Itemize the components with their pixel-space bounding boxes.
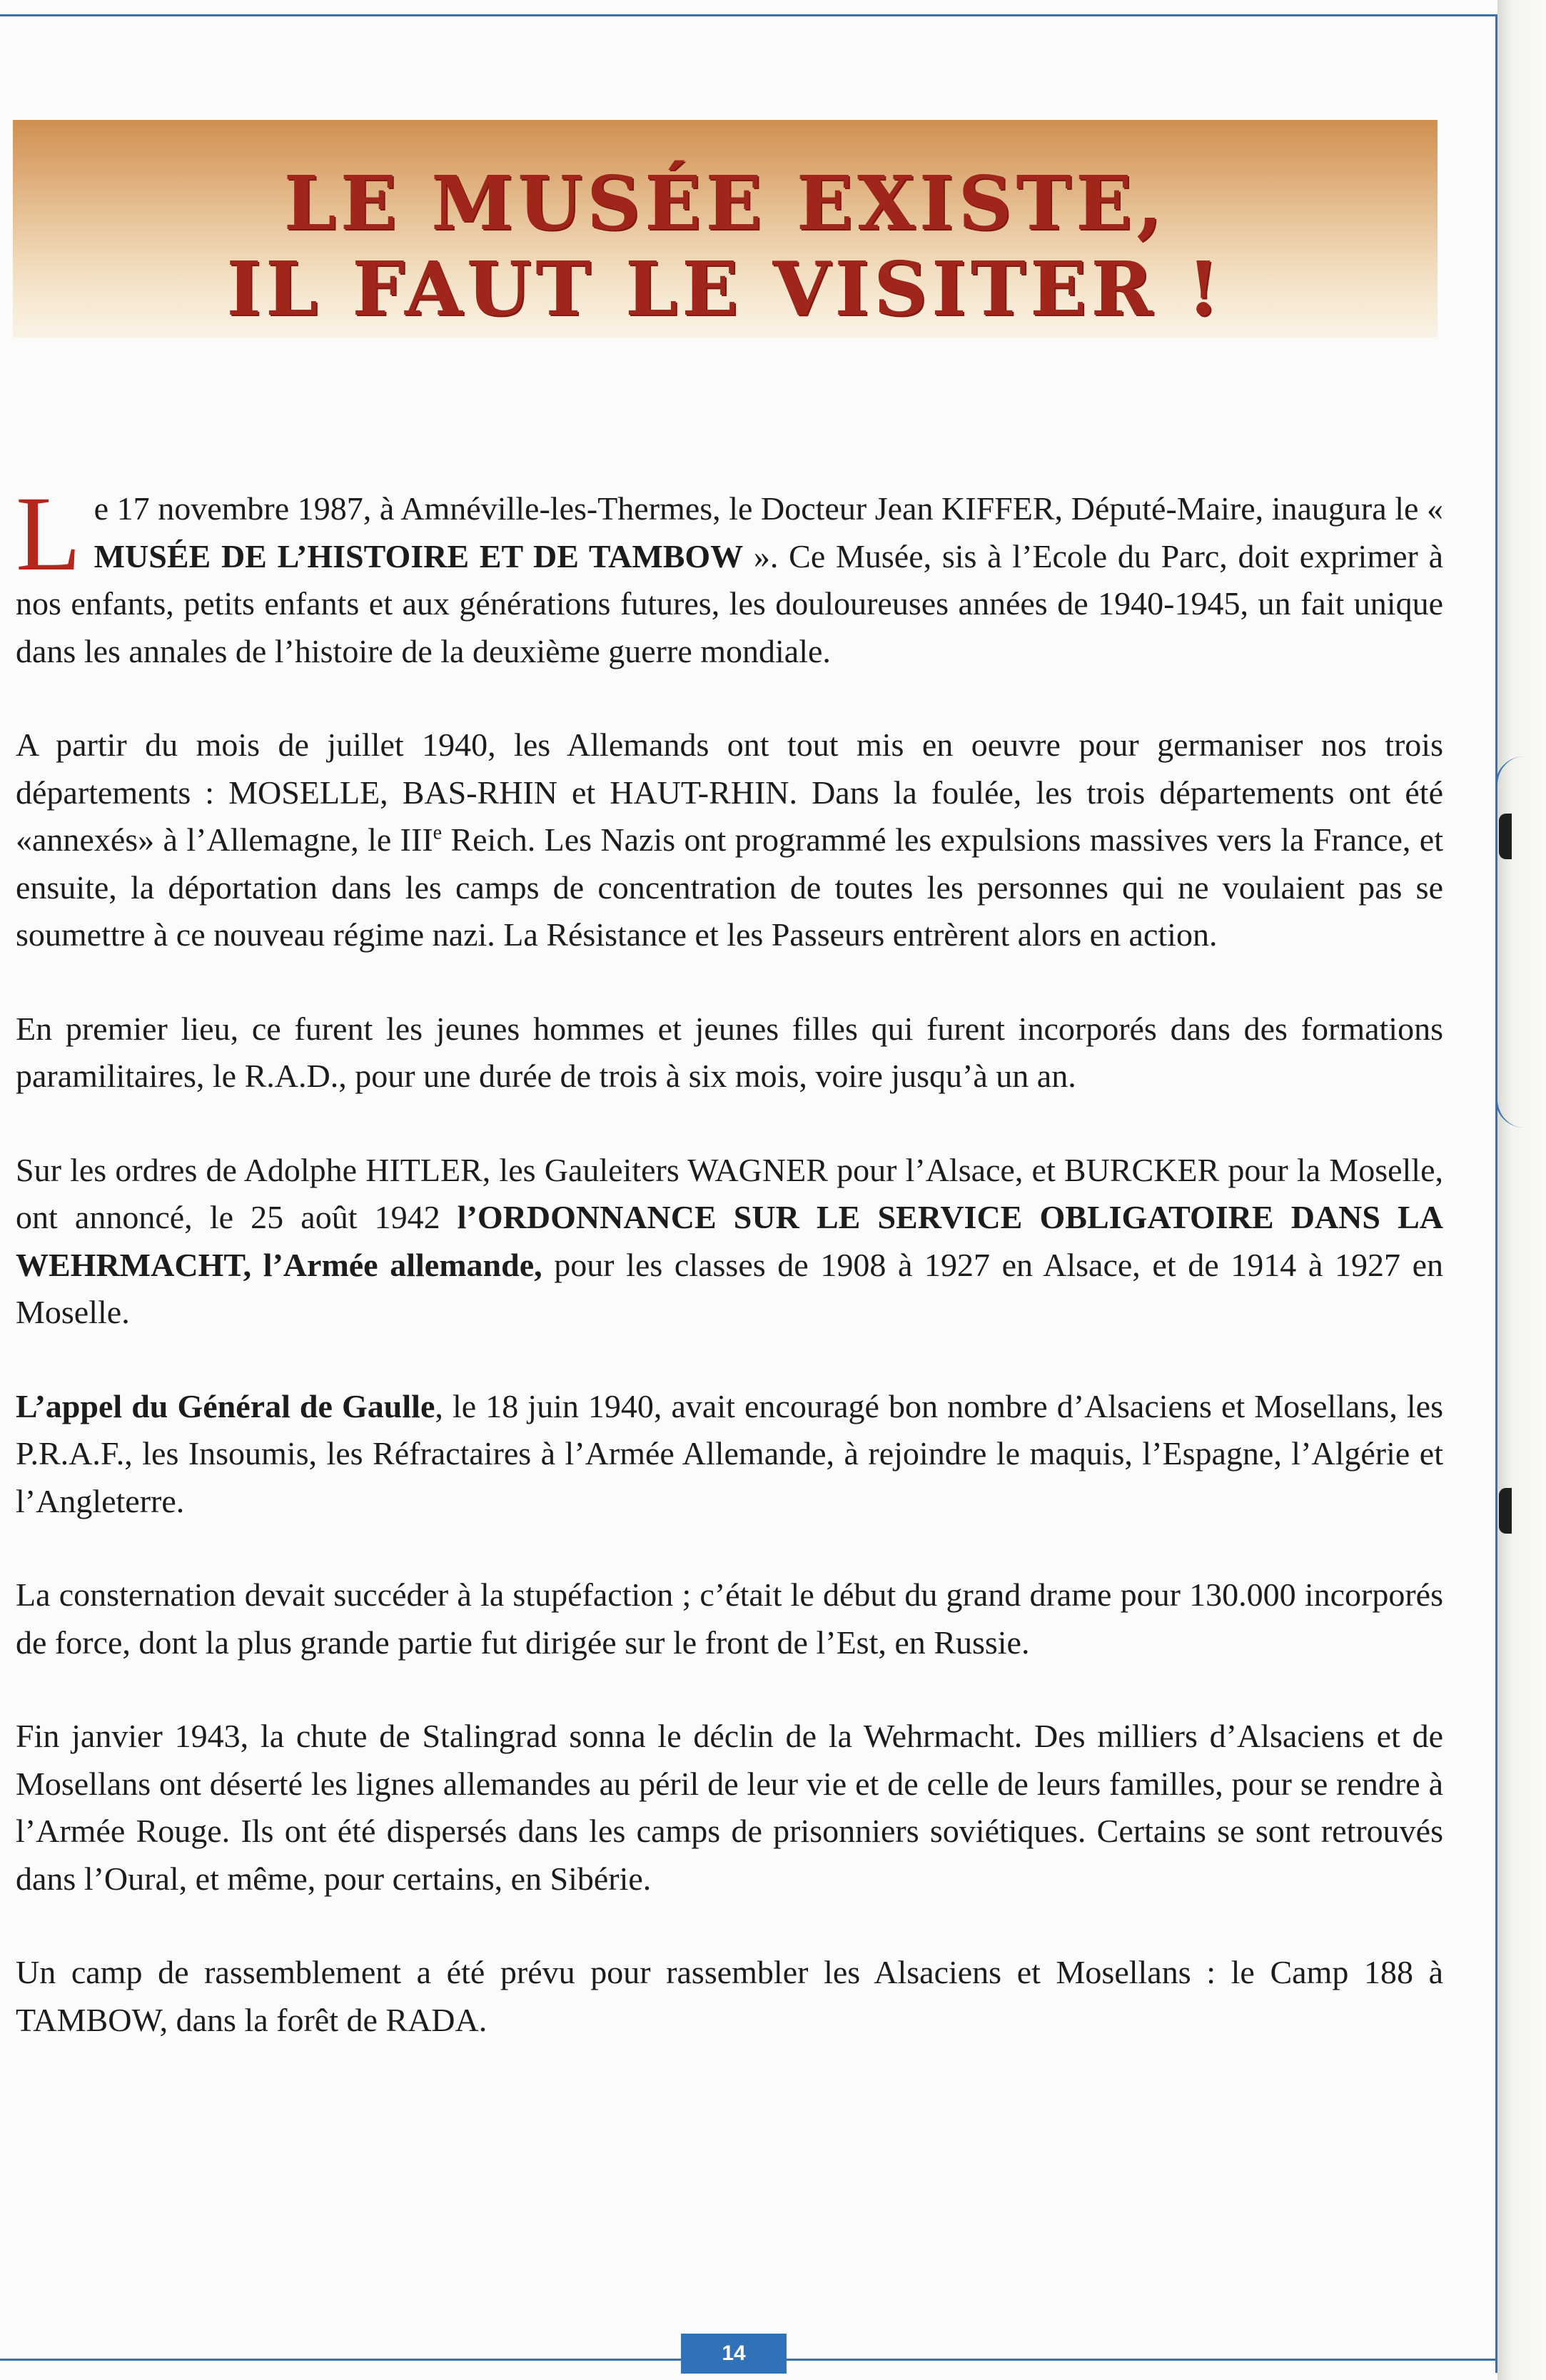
article-body xyxy=(16,475,1443,2044)
paragraph-3 xyxy=(16,1006,1443,1100)
paragraph-4 xyxy=(16,1147,1443,1337)
paragraph-1-text-a: e 17 novembre 1987, à Amnéville-les-Thermes, le Docteur Jean KIFFER, Député-Maire, inaugura le « xyxy=(94,490,1443,527)
de-gaulle-appeal: L’appel du Général de Gaulle xyxy=(16,1387,435,1424)
drop-cap: L xyxy=(16,475,81,593)
paragraph-4-text-a: Sur les ordres de Adolphe HITLER, les Gauleiters WAGNER pour l’Alsace, et BURCKER pour la Moselle, ont annoncé, le 25 août 1942 xyxy=(16,1151,1443,1235)
page-title-line-2: IL FAUT LE VISITER ! xyxy=(226,245,1224,333)
museum-name: MUSÉE DE L’HISTOIRE ET DE TAMBOW xyxy=(94,537,744,574)
paragraph-1 xyxy=(16,475,1443,675)
title-banner xyxy=(13,120,1438,338)
superscript: e xyxy=(433,821,443,844)
paragraph-6-text: La consternation devait succéder à la stupéfaction ; c’était le début du grand drame pour 130.000 incorporés de force, dont la plus grande partie fut dirigée sur le front de l’Est, en Russie. xyxy=(16,1576,1443,1661)
binder-notch xyxy=(1495,756,1526,1128)
paragraph-2 xyxy=(16,721,1443,959)
paragraph-7-text: Fin janvier 1943, la chute de Stalingrad sonna le déclin de la Wehrmacht. Des milliers d’Alsaciens et de Mosellans ont déserté les lignes allemandes au péril de leur vie et de celle de leurs familles, pour se rendre à l’Armée Rouge. Ils ont été dispersés dans les camps de prisonniers soviétiques. Certains se sont retrouvés dans l’Oural, et même, pour certains, en Sibérie. xyxy=(16,1718,1443,1897)
paragraph-5 xyxy=(16,1383,1443,1526)
paragraph-5-text: , le 18 juin 1940, avait encouragé bon nombre d’Alsaciens et Mosellans, les P.R.A.F., les Insoumis, les Réfractaires à l’Armée Allemande, à rejoindre le maquis, l’Espagne, l’Algérie et l’Angleterre. xyxy=(16,1387,1443,1519)
paragraph-8-text: Un camp de rassemblement a été prévu pour rassembler les Alsaciens et Mosellans : le Camp 188 à TAMBOW, dans la forêt de RADA. xyxy=(16,1954,1443,2038)
paragraph-2-text-a: A partir du mois de juillet 1940, les Allemands ont tout mis en oeuvre pour germaniser nos trois départements : MOSELLE, BAS-RHIN et HAUT-RHIN. Dans la foulée, les trois départements ont été «annexés» à l’Allemagne, le III xyxy=(16,726,1443,858)
page-border-top xyxy=(0,14,1495,16)
paragraph-1-text-b: ». Ce Musée, sis à l’Ecole du Parc, doit exprimer à nos enfants, petits enfants et aux générations futures, les douloureuses années de 1940-1945, un fait unique dans les annales de l’histoire de la deuxième guerre mondiale. xyxy=(16,537,1443,669)
page-edge-shadow xyxy=(1497,0,1546,2380)
paragraph-4-text-b: pour les classes de 1908 à 1927 en Alsace, et de 1914 à 1927 en Moselle. xyxy=(16,1246,1443,1330)
page-number: 14 xyxy=(681,2334,787,2374)
paragraph-2-text-b: Reich. Les Nazis ont programmé les expulsions massives vers la France, et ensuite, la déportation dans les camps de concentration de toutes les personnes qui ne voulaient pas se soumettre à ce nouveau régime nazi. La Résistance et les Passeurs entrèrent alors en action. xyxy=(16,821,1443,953)
ordinance-title: l’ORDONNANCE SUR LE SERVICE OBLIGATOIRE DANS LA WEHRMACHT, l’Armée allemande, xyxy=(16,1199,1443,1283)
paragraph-6 xyxy=(16,1571,1443,1666)
paragraph-3-text: En premier lieu, ce furent les jeunes hommes et jeunes filles qui furent incorporés dans des formations paramilitaires, le R.A.D., pour une durée de trois à six mois, voire jusqu’à un an. xyxy=(16,1010,1443,1094)
page-title-line-1: LE MUSÉE EXISTE, xyxy=(283,159,1167,247)
page-border-right xyxy=(1495,14,1497,2373)
binder-hole-mark xyxy=(1499,814,1512,859)
binder-hole-mark xyxy=(1499,1488,1512,1534)
paragraph-7 xyxy=(16,1713,1443,1903)
paragraph-8 xyxy=(16,1949,1443,2044)
